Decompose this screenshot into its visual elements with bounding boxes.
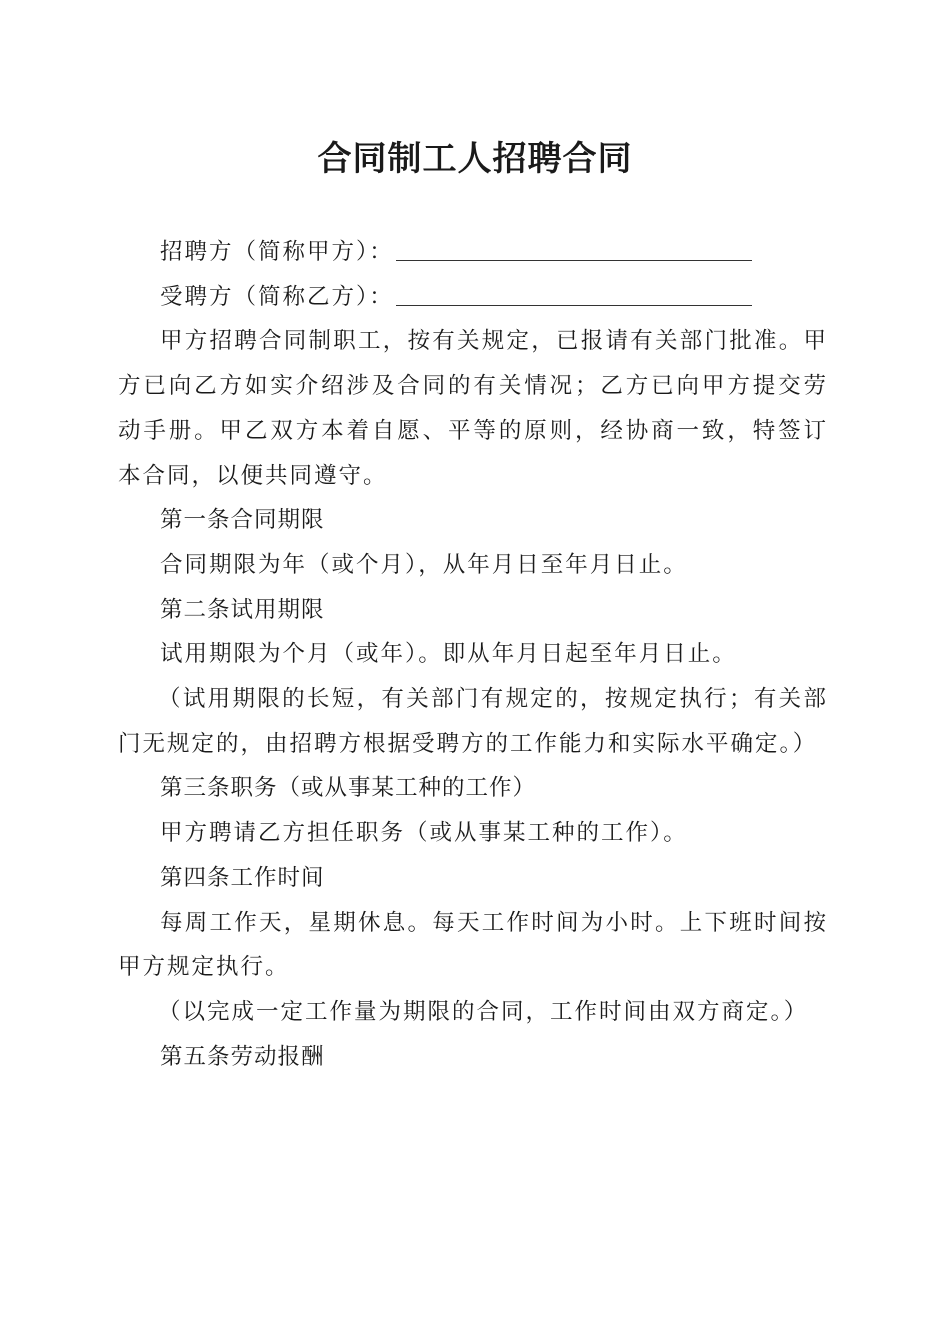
- article5-heading: 第五条劳动报酬: [160, 1043, 325, 1070]
- article4-note: （以完成一定工作量为期限的合同，工作时间由双方商定。）: [158, 998, 809, 1025]
- party-b-line: [118, 275, 828, 320]
- article4-text: 每周工作天，星期休息。每天工作时间为小时。上下班时间按甲方规定执行。: [118, 909, 828, 981]
- party-a-blank: [396, 259, 752, 261]
- article3-heading: 第三条职务（或从事某工种的工作）: [160, 775, 537, 802]
- party-b-blank: [396, 304, 752, 306]
- intro-paragraph: 甲方招聘合同制职工，按有关规定，已报请有关部门批准。甲方已向乙方如实介绍涉及合同的有关情况；乙方已向甲方提交劳动手册。甲乙双方本着自愿、平等的原则，经协商一致，特签订本合同，以便共同遵守。: [118, 328, 828, 489]
- article2-text: 试用期限为个月（或年）。即从年月日起至年月日止。: [160, 641, 737, 668]
- document-title: 合同制工人招聘合同: [317, 139, 633, 179]
- article3-text: 甲方聘请乙方担任职务（或从事某工种的工作）。: [160, 820, 688, 847]
- article4-heading: 第四条工作时间: [160, 864, 325, 891]
- article2-heading: 第二条试用期限: [160, 596, 325, 623]
- article2-note: （试用期限的长短，有关部门有规定的，按规定执行；有关部门无规定的，由招聘方根据受聘方的工作能力和实际水平确定。）: [118, 686, 828, 757]
- article1-heading: 第一条合同期限: [160, 507, 325, 534]
- document-body: [118, 230, 828, 1079]
- party-a-line: [118, 230, 828, 275]
- party-a-label: 招聘方（简称甲方）：: [160, 239, 394, 265]
- party-b-label: 受聘方（简称乙方）：: [160, 283, 394, 310]
- article1-text: 合同期限为年（或个月），从年月日至年月日止。: [160, 551, 688, 578]
